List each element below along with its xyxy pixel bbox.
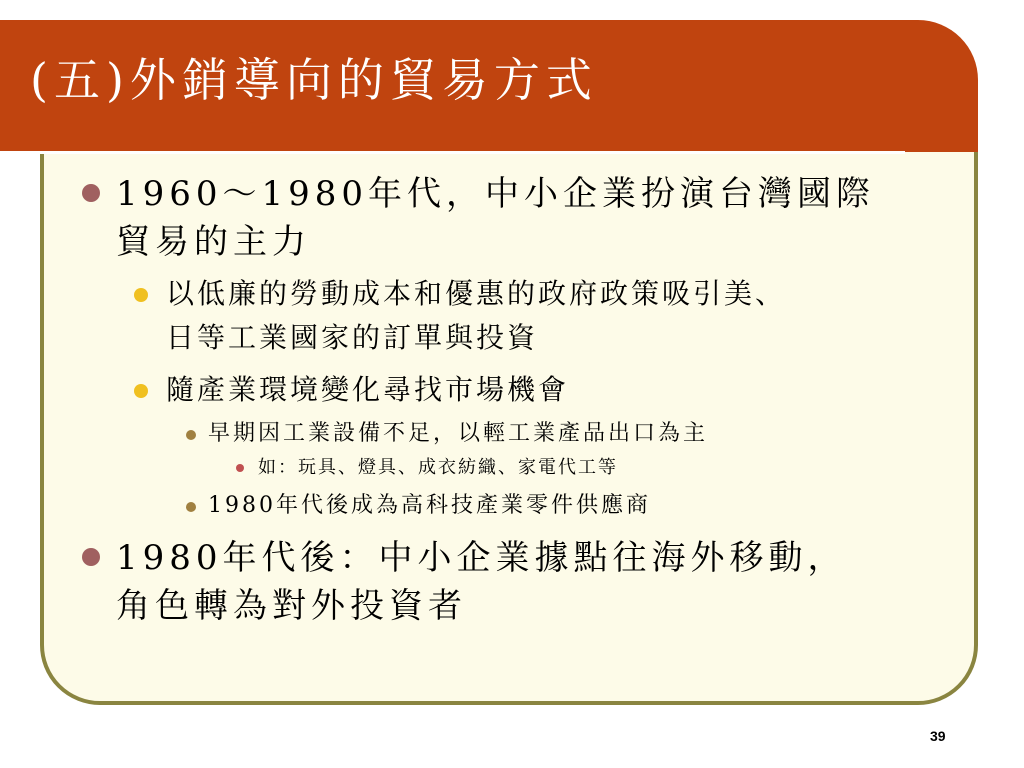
bullet-item-4 (80, 416, 960, 452)
page-number: 39 (930, 728, 946, 744)
bullet-item-6 (80, 488, 960, 524)
bullet-dot-icon (82, 184, 100, 202)
bullet-text: 以低廉的勞動成本和優惠的政府政策吸引美、 (166, 277, 787, 310)
bullet-item-7 (80, 534, 960, 630)
bullet-dot-icon (134, 288, 148, 302)
bullet-dot-icon (186, 502, 196, 512)
bullet-text-continued: 角色轉為對外投資者 (116, 586, 467, 626)
bullet-text: 隨產業環境變化尋找市場機會 (166, 373, 570, 406)
bullet-dot-icon (186, 430, 196, 440)
bullet-dot-icon (82, 548, 100, 566)
bullet-text: 1980年代後：中小企業據點往海外移動， (116, 538, 847, 578)
slide-title: (五)外銷導向的貿易方式 (30, 53, 598, 107)
bullet-text: 如：玩具、燈具、成衣紡織、家電代工等 (258, 457, 618, 478)
bullet-text: 1960～1980年代，中小企業扮演台灣國際 (116, 174, 876, 214)
bullet-text: 早期因工業設備不足，以輕工業產品出口為主 (208, 421, 709, 446)
bullet-list (80, 170, 960, 630)
bullet-item-1 (80, 170, 960, 266)
bullet-text-continued: 日等工業國家的訂單與投資 (166, 321, 539, 354)
bullet-item-2 (80, 272, 960, 360)
bullet-item-3 (80, 368, 960, 412)
bullet-item-5 (80, 452, 960, 484)
title-underline (0, 151, 905, 154)
bullet-text: 1980年代後成為高科技產業零件供應商 (208, 493, 651, 518)
bullet-dot-icon (134, 384, 148, 398)
bullet-dot-icon (236, 464, 244, 472)
bullet-text-continued: 貿易的主力 (116, 222, 311, 262)
